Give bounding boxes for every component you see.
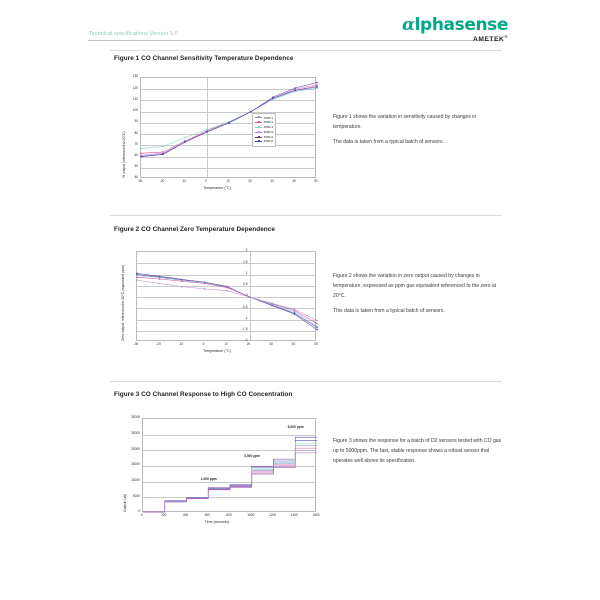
series-line bbox=[143, 448, 317, 512]
plot-area bbox=[140, 77, 316, 178]
x-axis-tick: 40 bbox=[291, 342, 296, 346]
document-version-label: Technical specifications Version 1.0 bbox=[89, 31, 178, 37]
y-axis-tick: 30000 bbox=[131, 415, 140, 420]
x-axis-tick: -30 bbox=[133, 342, 139, 346]
figure-2-title: Figure 2 CO Channel Zero Temperature Dependence bbox=[114, 226, 275, 233]
series-marker bbox=[159, 283, 160, 284]
x-axis-tick: 1000 bbox=[247, 513, 255, 517]
y-axis-tick: -0.5 bbox=[242, 304, 248, 309]
x-axis-tick: 50 bbox=[314, 179, 318, 183]
series-marker bbox=[184, 137, 185, 138]
figure-1-paragraph-2: The data is taken from a typical batch of sensors. bbox=[333, 138, 444, 145]
section-2-rule bbox=[110, 215, 502, 216]
series-marker bbox=[162, 154, 163, 155]
x-axis-tick: -30 bbox=[137, 179, 143, 183]
figure-3-title: Figure 3 CO Channel Response to High CO Concentration bbox=[114, 391, 293, 398]
series-line bbox=[137, 276, 317, 327]
y-axis-tick: -1 bbox=[244, 315, 248, 320]
legend-item[interactable] bbox=[255, 139, 273, 144]
series-marker bbox=[316, 329, 317, 330]
alphasense-logo bbox=[402, 17, 508, 44]
y-axis-tick: 90 bbox=[134, 119, 138, 124]
x-axis-tick: 20 bbox=[248, 179, 252, 183]
x-axis-tick: 1400 bbox=[290, 513, 298, 517]
series-line bbox=[143, 451, 317, 512]
x-axis-tick: 50 bbox=[314, 342, 318, 346]
y-axis-tick: 10000 bbox=[131, 478, 140, 483]
legend-label: 4590-4 bbox=[263, 125, 274, 130]
legend-label: 4590-1 bbox=[263, 115, 274, 120]
figure-3-description bbox=[333, 437, 505, 472]
y-axis-tick: 20000 bbox=[131, 446, 140, 451]
y-axis-tick: 0 bbox=[138, 509, 140, 514]
section-3-rule bbox=[110, 381, 502, 382]
y-axis-tick: 1.5 bbox=[243, 259, 248, 264]
series-marker bbox=[140, 152, 141, 153]
legend-color-swatch bbox=[255, 141, 262, 142]
chart-annotation: 3,000 ppm bbox=[244, 453, 261, 458]
series-marker bbox=[294, 90, 295, 91]
figure-2-chart bbox=[112, 243, 322, 363]
y-axis-title: % output (referenced to 20°C) bbox=[122, 131, 126, 178]
series-marker bbox=[316, 84, 317, 85]
registered-mark-icon: ® bbox=[504, 34, 508, 39]
series-marker bbox=[316, 326, 317, 327]
series-marker bbox=[136, 279, 137, 280]
chart-legend bbox=[252, 113, 276, 147]
x-axis-tick: 0 bbox=[202, 342, 205, 346]
y-axis-tick: 120 bbox=[132, 85, 138, 90]
series-layer bbox=[143, 419, 317, 513]
series-marker bbox=[316, 320, 317, 321]
figure-1-description bbox=[333, 113, 505, 153]
section-1-rule bbox=[110, 50, 502, 51]
series-line bbox=[141, 86, 317, 153]
x-axis-tick: 30 bbox=[270, 179, 274, 183]
series-marker bbox=[184, 141, 185, 142]
legend-label: 4590-5 bbox=[263, 129, 274, 134]
series-marker bbox=[316, 86, 317, 87]
x-axis-title: Temperature (°C) bbox=[203, 349, 231, 353]
x-axis-tick: 0 bbox=[205, 179, 207, 183]
series-marker bbox=[249, 296, 250, 297]
logo-wordmark bbox=[402, 17, 508, 34]
plot-area bbox=[142, 418, 316, 512]
x-axis-tick: 10 bbox=[224, 342, 228, 346]
series-marker bbox=[228, 122, 229, 123]
x-axis-tick: 40 bbox=[292, 179, 296, 183]
y-axis-tick: 15000 bbox=[131, 462, 140, 467]
y-axis-tick: 40 bbox=[134, 175, 138, 180]
figure-1-title: Figure 1 CO Channel Sensitivity Temperature Dependence bbox=[114, 55, 294, 62]
series-marker bbox=[204, 283, 205, 284]
series-marker bbox=[159, 277, 160, 278]
series-marker bbox=[136, 277, 137, 278]
ametek-text: AMETEK bbox=[472, 36, 505, 44]
series-line bbox=[143, 453, 317, 512]
series-marker bbox=[204, 288, 205, 289]
x-axis-title: Temperature (°C) bbox=[203, 186, 231, 190]
x-axis-title: Time (seconds) bbox=[204, 520, 230, 524]
y-axis-tick: 110 bbox=[132, 96, 138, 101]
x-axis-tick: -10 bbox=[181, 179, 187, 183]
figure-1-paragraph-1: Figure 1 shows the variation in sensitivity caused by changes in temperature. bbox=[333, 114, 477, 130]
y-axis-tick: 50 bbox=[134, 164, 138, 169]
y-axis-tick: -1.5 bbox=[242, 327, 248, 332]
x-axis-tick: 600 bbox=[204, 513, 210, 517]
x-axis-tick: -10 bbox=[178, 342, 184, 346]
legend-color-swatch bbox=[255, 132, 262, 133]
y-axis-title: Output (uA) bbox=[123, 493, 127, 512]
y-axis-tick: 60 bbox=[134, 152, 138, 157]
series-marker bbox=[140, 156, 141, 157]
x-axis-tick: 0 bbox=[141, 513, 143, 517]
y-axis-tick: 25000 bbox=[131, 431, 140, 436]
legend-color-swatch bbox=[255, 127, 262, 128]
x-axis-tick: 10 bbox=[226, 179, 230, 183]
series-marker bbox=[226, 287, 227, 288]
plot-area bbox=[136, 248, 316, 341]
x-axis-tick: 400 bbox=[182, 513, 189, 517]
series-marker bbox=[271, 303, 272, 304]
y-axis-tick: 130 bbox=[132, 74, 138, 79]
figure-3-chart bbox=[112, 406, 322, 534]
x-axis-tick: -20 bbox=[156, 342, 161, 346]
series-line bbox=[141, 82, 317, 156]
ametek-logo bbox=[402, 35, 508, 44]
series-marker bbox=[272, 98, 273, 99]
series-marker bbox=[316, 82, 317, 83]
x-axis-tick: -20 bbox=[159, 179, 165, 183]
series-marker bbox=[136, 275, 137, 276]
legend-label: 4590-8 bbox=[263, 139, 274, 144]
y-axis-tick: 1 bbox=[245, 270, 248, 275]
legend-color-swatch bbox=[255, 122, 262, 123]
y-axis-tick: 0 bbox=[245, 293, 248, 298]
series-marker bbox=[181, 286, 182, 287]
figure-1-chart bbox=[112, 72, 322, 194]
x-axis-tick: 1600 bbox=[312, 513, 320, 517]
series-layer bbox=[141, 78, 317, 179]
series-marker bbox=[294, 311, 295, 312]
x-axis-tick: 20 bbox=[246, 342, 251, 346]
chart-annotation: 5,000 ppm bbox=[287, 424, 304, 429]
x-axis-tick: 800 bbox=[226, 513, 232, 517]
legend-color-swatch bbox=[255, 117, 262, 118]
y-axis-tick: 5000 bbox=[132, 493, 140, 498]
logo-alpha-glyph: α bbox=[401, 15, 415, 35]
series-marker bbox=[159, 278, 160, 279]
x-axis-tick: 30 bbox=[269, 342, 273, 346]
x-axis-tick: 1200 bbox=[268, 513, 277, 517]
y-axis-tick: -2 bbox=[244, 338, 248, 343]
y-axis-tick: 0.5 bbox=[243, 282, 248, 287]
y-axis-tick: 2 bbox=[245, 248, 248, 253]
figure-2-paragraph-1: Figure 2 shows the variation in zero output caused by changes in temperature, expressed as ppm gas equivalent referenced to the zero at 20°C. bbox=[333, 273, 497, 299]
y-axis-tick: 80 bbox=[134, 130, 138, 135]
y-axis-tick: 100 bbox=[132, 108, 138, 113]
series-marker bbox=[316, 323, 317, 324]
series-marker bbox=[206, 131, 207, 132]
series-marker bbox=[294, 313, 295, 314]
figure-2-paragraph-2: This data is taken from a typical batch of sensors. bbox=[333, 307, 445, 314]
series-marker bbox=[181, 281, 182, 282]
legend-label: 4590-2 bbox=[263, 120, 274, 125]
series-layer bbox=[137, 252, 317, 342]
legend-label: 4590-6 bbox=[263, 134, 274, 139]
series-marker bbox=[226, 290, 227, 291]
series-marker bbox=[162, 146, 163, 147]
x-axis-tick: 200 bbox=[161, 513, 167, 517]
legend-color-swatch bbox=[255, 137, 262, 138]
series-line bbox=[141, 88, 317, 149]
figure-2-description bbox=[333, 272, 505, 322]
logo-name-text: lphasense bbox=[414, 15, 508, 35]
series-line bbox=[137, 275, 317, 328]
series-marker bbox=[294, 87, 295, 88]
y-axis-title: Zero output, referenced to 20°C (equivalent ppm) bbox=[121, 264, 125, 341]
chart-annotation: 1,000 ppm bbox=[200, 476, 217, 481]
series-marker bbox=[294, 309, 295, 310]
series-marker bbox=[140, 148, 141, 149]
y-axis-tick: 70 bbox=[134, 141, 138, 146]
figure-3-paragraph-1: Figure 3 shows the response for a batch of D2 sensors tested with CO gas up to 5000ppm. The fast, stable response shows a robust sensor that operates well above its specification. bbox=[333, 438, 502, 464]
series-marker bbox=[206, 129, 207, 130]
